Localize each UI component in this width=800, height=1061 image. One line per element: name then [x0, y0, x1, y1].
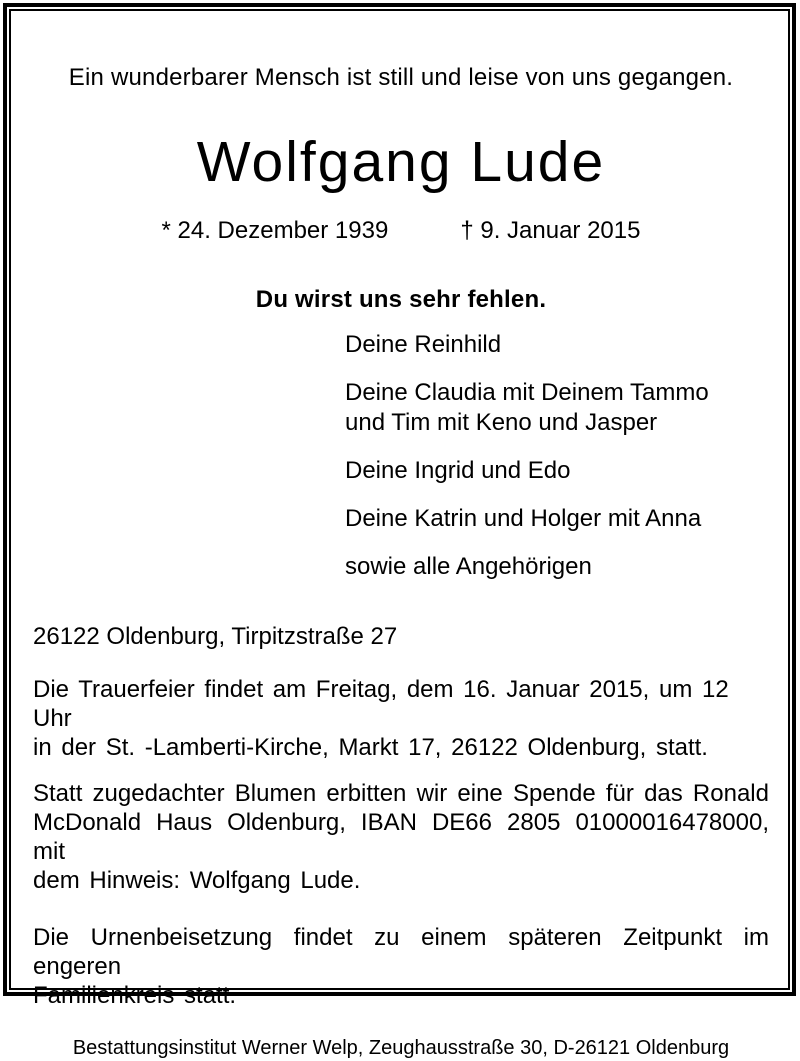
- funeral-service-paragraph: [33, 675, 769, 762]
- mourner-line: sowie alle Angehörigen: [345, 553, 592, 580]
- urn-burial-paragraph: [33, 923, 769, 1010]
- deceased-name: Wolfgang Lude: [196, 130, 606, 194]
- home-address: 26122 Oldenburg, Tirpitzstraße 27: [33, 623, 398, 650]
- paragraph-line: in der St. -Lamberti-Kirche, Markt 17, 26122 Oldenburg, statt.: [33, 734, 708, 761]
- donation-paragraph: [33, 779, 769, 895]
- notice-outer-border: [3, 3, 796, 1059]
- mourner-entry: [345, 378, 769, 438]
- paragraph-line: Die Urnenbeisetzung findet zu einem späteren Zeitpunkt im engeren: [33, 924, 769, 980]
- mourner-line: Deine Claudia mit Deinem Tammo: [345, 379, 709, 406]
- death-date: † 9. Januar 2015: [460, 217, 641, 244]
- notice-content: [11, 11, 788, 1059]
- life-dates: [33, 216, 769, 245]
- paragraph-line: McDonald Haus Oldenburg, IBAN DE66 2805 01000016478000, mit: [33, 809, 769, 865]
- funeral-home-line: Bestattungsinstitut Werner Welp, Zeughausstraße 30, D-26121 Oldenburg: [72, 1037, 730, 1059]
- mourner-line: Deine Reinhild: [345, 331, 502, 358]
- notice-inner-border: [9, 9, 790, 1059]
- mourner-entry: [345, 456, 769, 486]
- mourner-line: Deine Ingrid und Edo: [345, 457, 571, 484]
- birth-date: * 24. Dezember 1939: [161, 217, 389, 244]
- mourner-line: und Tim mit Keno und Jasper: [345, 409, 658, 436]
- mourner-line: Deine Katrin und Holger mit Anna: [345, 505, 702, 532]
- paragraph-line: Statt zugedachter Blumen erbitten wir eine Spende für das Ronald: [33, 780, 769, 807]
- paragraph-line: Familienkreis statt.: [33, 982, 237, 1009]
- farewell-line: Du wirst uns sehr fehlen.: [255, 286, 547, 313]
- mourners-list: [345, 330, 769, 582]
- paragraph-line: Die Trauerfeier findet am Freitag, dem 16. Januar 2015, um 12 Uhr: [33, 676, 729, 732]
- mourner-entry: [345, 504, 769, 534]
- mourner-entry: [345, 330, 769, 360]
- paragraph-line: dem Hinweis: Wolfgang Lude.: [33, 867, 361, 894]
- mourner-entry: [345, 552, 769, 582]
- eulogy-line: Ein wunderbarer Mensch ist still und leise von uns gegangen.: [68, 64, 734, 91]
